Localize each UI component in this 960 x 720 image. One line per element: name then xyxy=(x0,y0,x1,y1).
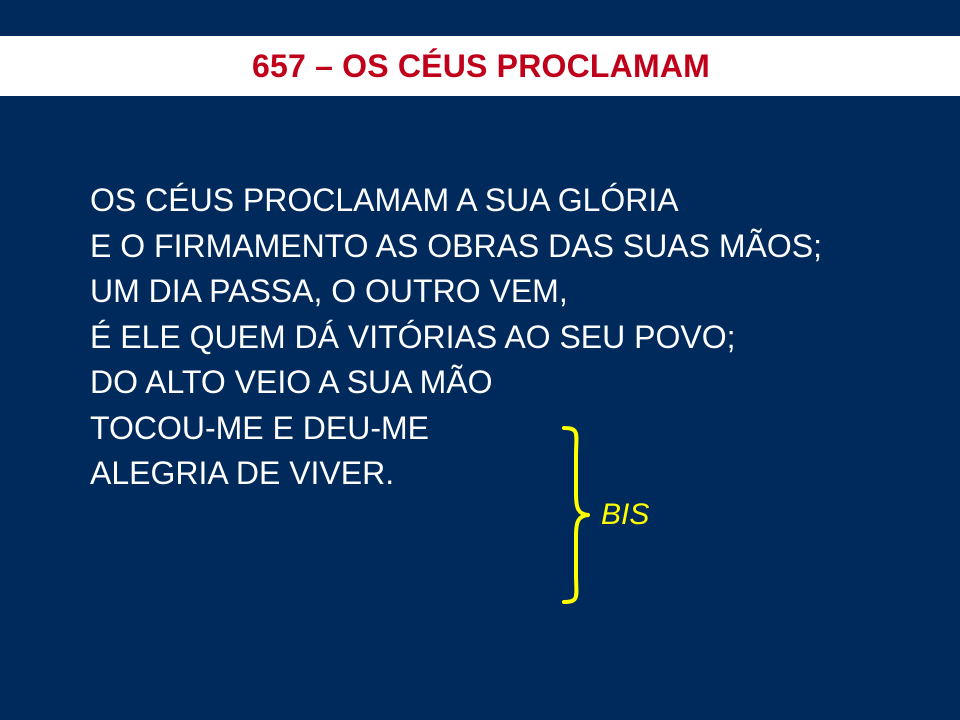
lyric-line-1: OS CÉUS PROCLAMAM A SUA GLÓRIA xyxy=(90,182,679,218)
repeat-label: BIS xyxy=(601,498,650,531)
repeat-brace-icon xyxy=(558,426,594,604)
lyric-line-5: DO ALTO VEIO A SUA MÃO xyxy=(90,364,493,400)
lyric-line-7: ALEGRIA DE VIVER. xyxy=(90,455,395,491)
lyric-line-6: TOCOU-ME E DEU-ME xyxy=(90,409,429,446)
title-bar xyxy=(0,36,960,96)
lyric-line-4: É ELE QUEM DÁ VITÓRIAS AO SEU POVO; xyxy=(90,318,736,355)
lyric-line-3: UM DIA PASSA, O OUTRO VEM, xyxy=(90,273,568,309)
slide-title: 657 – OS CÉUS PROCLAMAM xyxy=(251,47,711,84)
lyric-line-2: E O FIRMAMENTO AS OBRAS DAS SUAS MÃOS; xyxy=(90,227,822,264)
lyrics-block xyxy=(90,178,822,497)
